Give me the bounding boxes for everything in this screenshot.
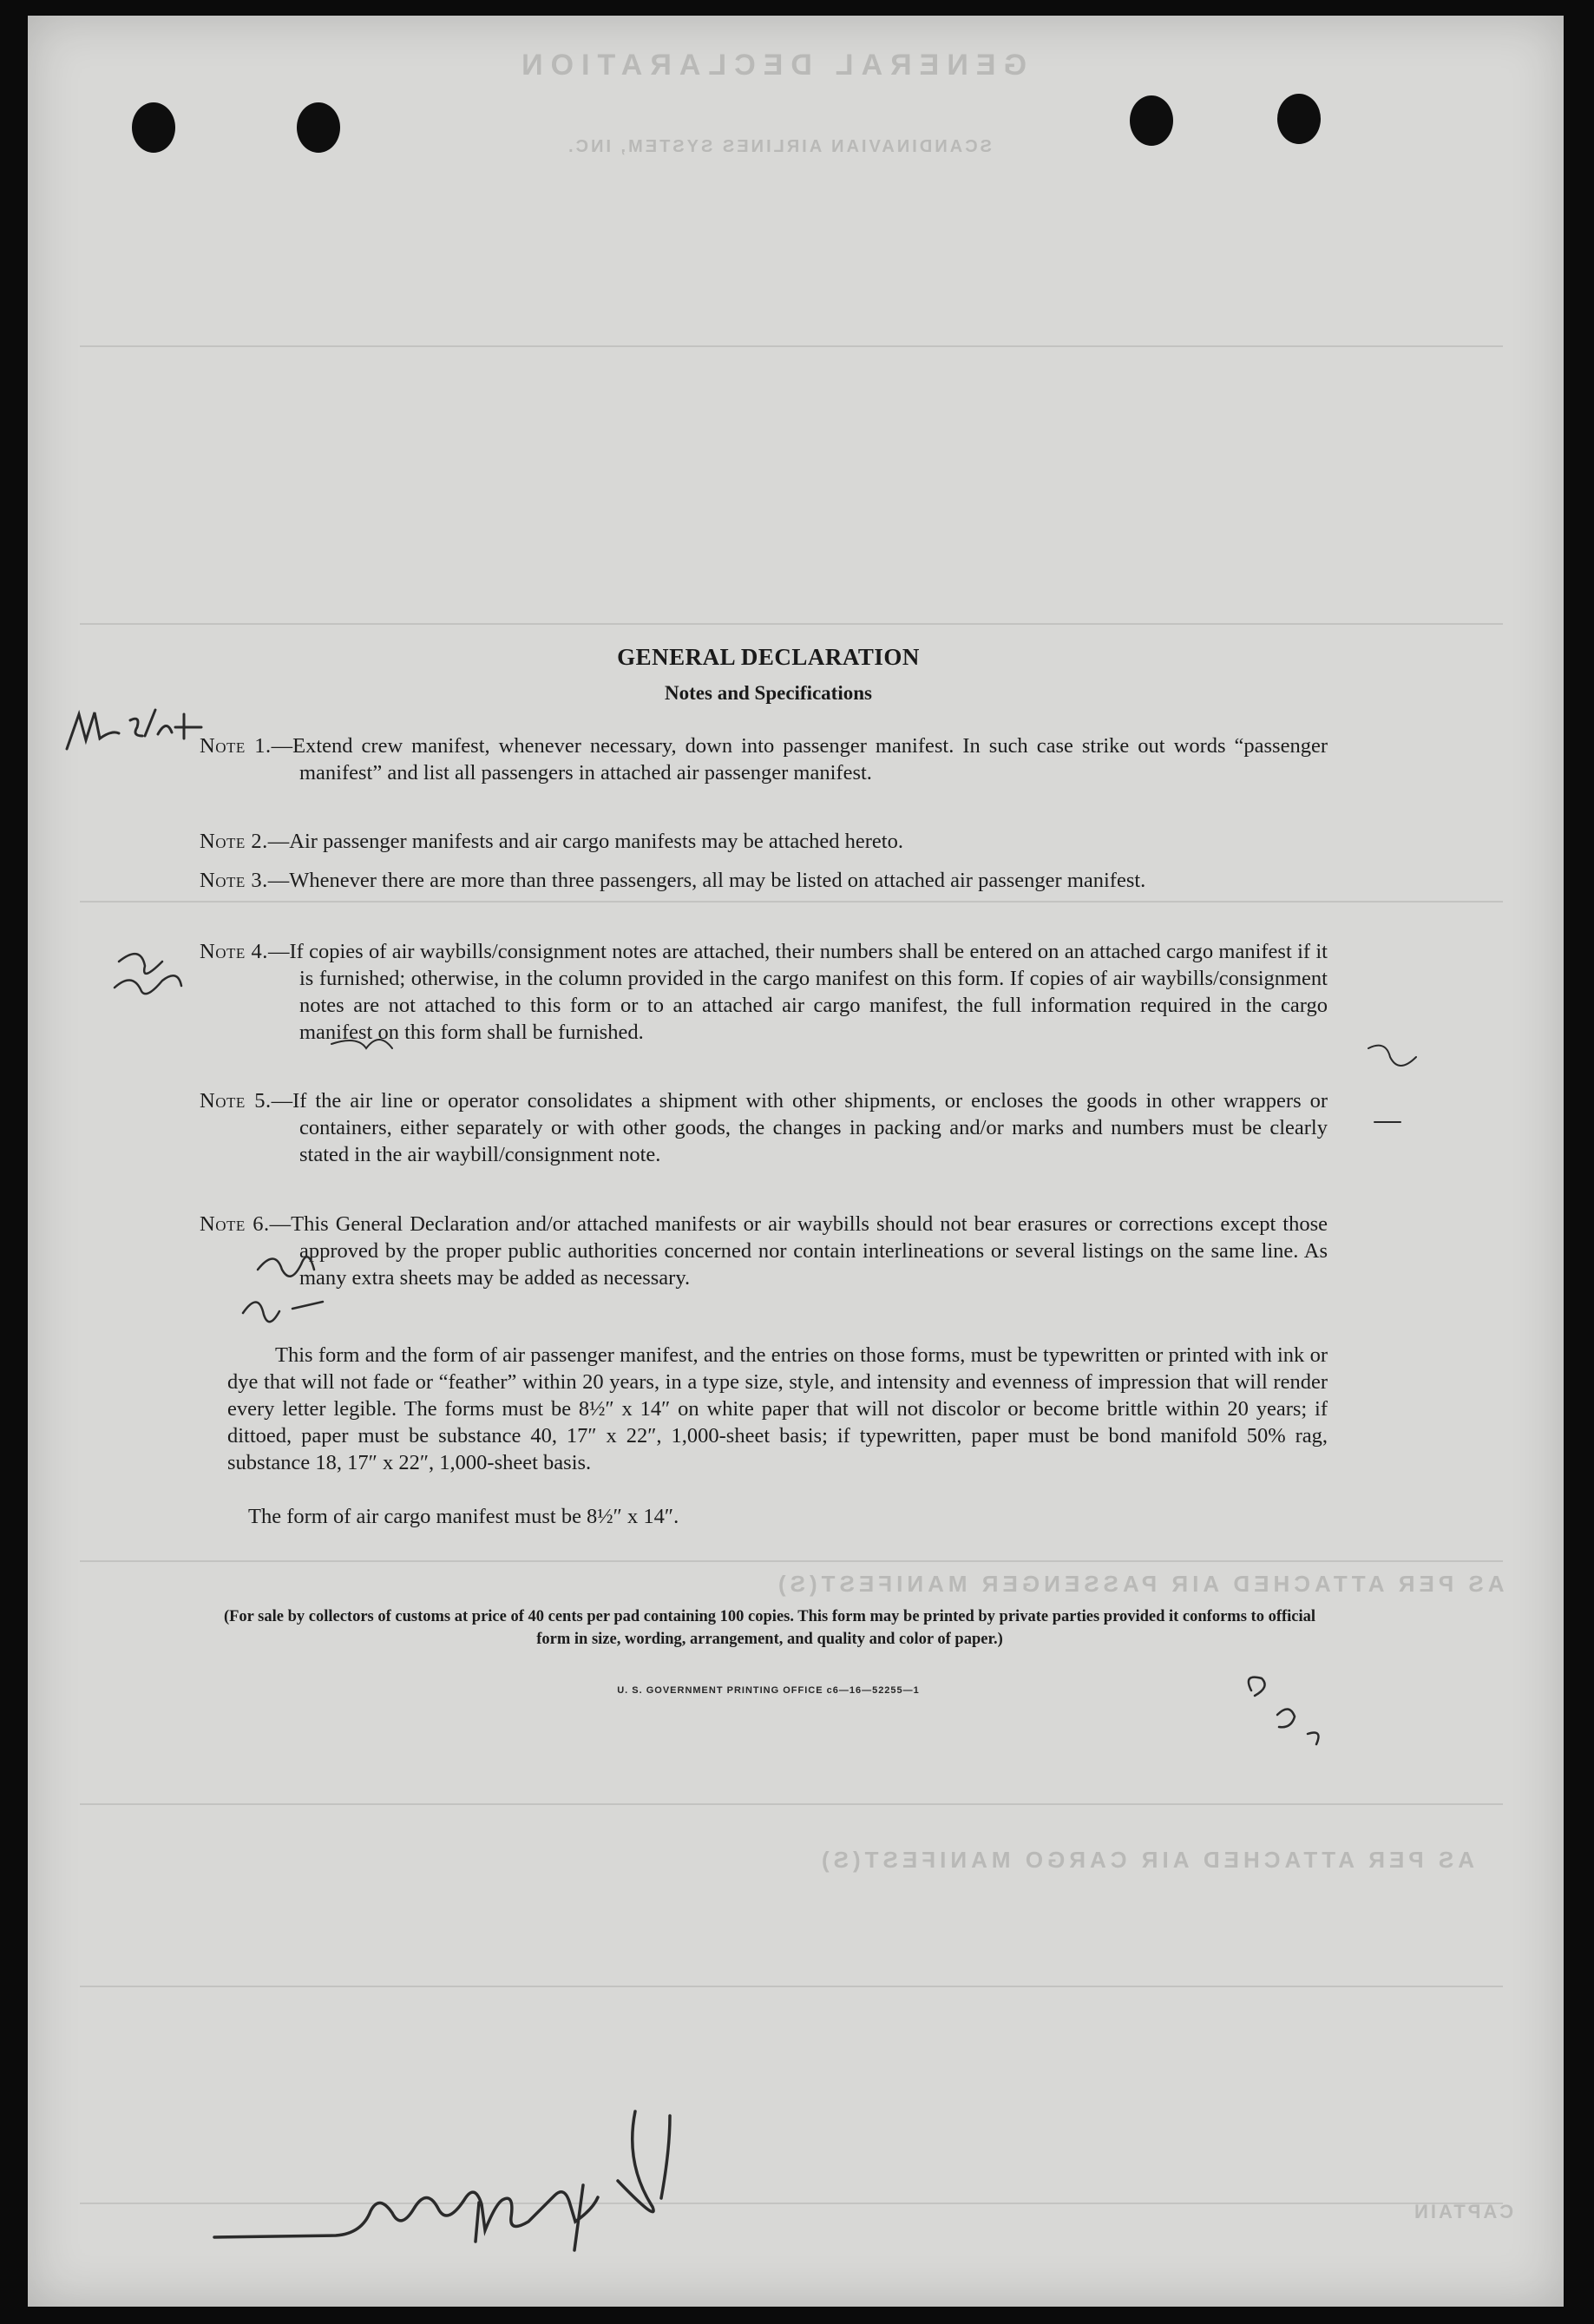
handwritten-marks xyxy=(28,16,1564,2307)
bleed-header: GENERAL DECLARATION xyxy=(514,49,1027,82)
page-title: GENERAL DECLARATION xyxy=(617,644,920,670)
note-label: Note 2. xyxy=(200,830,268,853)
note-text: If copies of air waybills/consignment notes are attached, their numbers shall be entered on an attached cargo manifest if it is furnished; otherwise, in the column provided in the cargo manifest on this form. If copies of air waybills/consignment notes are not attached to this form or to an attached air cargo manifest, the full information required in the cargo manifest on this form shall be furnished. xyxy=(289,940,1328,1044)
bleed-cargo-stamp: AS PER ATTACHED AIR CARGO MANIFEST(S) xyxy=(817,1847,1474,1873)
note-label: Note 1. xyxy=(200,734,272,758)
bleed-passenger-stamp: AS PER ATTACHED AIR PASSENGER MANIFEST(S) xyxy=(774,1571,1505,1597)
note-5: Note 5.—If the air line or operator consolidates a shipment with other shipments, or encloses the goods in other wrappers or containers, either separately or with other goods, the changes in packing and/or marks and numbers must be clearly stated in the air waybill/consignment note. xyxy=(200,1089,1328,1166)
document-page xyxy=(28,16,1564,2307)
note-text: Whenever there are more than three passengers, all may be listed on attached air passenger manifest. xyxy=(289,869,1146,892)
bleed-airline: SCANDINAVIAN AIRLINES SYSTEM, INC. xyxy=(566,137,992,156)
bleed-captain: CAPTAIN xyxy=(1412,2201,1514,2222)
note-label: Note 3. xyxy=(200,869,268,892)
note-label: Note 5. xyxy=(200,1089,272,1113)
note-4: Note 4.—If copies of air waybills/consignment notes are attached, their numbers shall be entered on an attached cargo manifest if it is furnished; otherwise, in the column provided in the cargo manifest on this form. If copies of air waybills/consignment notes are not attached to this form or to an attached air cargo manifest, the full information required in the cargo manifest on this form shall be furnished. xyxy=(200,940,1328,1044)
note-2: Note 2.—Air passenger manifests and air cargo manifests may be attached hereto. xyxy=(200,830,903,853)
specification-text: This form and the form of air passenger manifest, and the entries on those forms, must be typewritten or printed with ink or dye that will not fade or “feather” within 20 years, in a type size, style, and intensity and evenness of impression that will render every letter legible. The forms must be 8½″ x 14″ on white paper that will not discolor or become brittle within 20 years; if dittoed, paper must be substance 40, 17″ x 22″, 1,000-sheet basis; if typewritten, paper must be bond manifold 50% rag, substance 18, 17″ x 22″, 1,000-sheet basis. xyxy=(227,1343,1328,1474)
note-label: Note 4. xyxy=(200,940,268,963)
note-6: Note 6.—This General Declaration and/or attached manifests or air waybills should not bear erasures or corrections except those approved by the proper public authorities concerned nor contain interlineations or several listings on the same line. As many extra sheets may be added as necessary. xyxy=(200,1212,1328,1290)
printer-imprint: U. S. GOVERNMENT PRINTING OFFICE c6—16—52255—1 xyxy=(617,1685,920,1696)
note-text: This General Declaration and/or attached manifests or air waybills should not bear erasures or corrections except those approved by the proper public authorities concerned nor contain interlineations or several listings on the same line. As many extra sheets may be added as necessary. xyxy=(291,1212,1328,1290)
note-text: Extend crew manifest, whenever necessary, down into passenger manifest. In such case strike out words “passenger manifest” and list all passengers in attached air passenger manifest. xyxy=(292,734,1328,785)
page-subtitle: Notes and Specifications xyxy=(665,682,872,704)
note-label: Note 6. xyxy=(200,1212,270,1236)
sale-notice: (For sale by collectors of customs at price of 40 cents per pad containing 100 copies. This form may be printed by private parties provided it conforms to official form in size, wording, arrangement, and quality and color of paper.) xyxy=(223,1608,1316,1648)
note-1: Note 1.—Extend crew manifest, whenever necessary, down into passenger manifest. In such case strike out words “passenger manifest” and list all passengers in attached air passenger manifest. xyxy=(200,734,1328,785)
note-text: If the air line or operator consolidates a shipment with other shipments, or encloses the goods in other wrappers or containers, either separately or with other goods, the changes in packing and/or marks and numbers must be clearly stated in the air waybill/consignment note. xyxy=(292,1089,1328,1166)
note-3: Note 3.—Whenever there are more than three passengers, all may be listed on attached air passenger manifest. xyxy=(200,869,1146,892)
note-text: Air passenger manifests and air cargo manifests may be attached hereto. xyxy=(289,830,903,853)
cargo-size-text: The form of air cargo manifest must be 8½″ x 14″. xyxy=(248,1505,679,1528)
